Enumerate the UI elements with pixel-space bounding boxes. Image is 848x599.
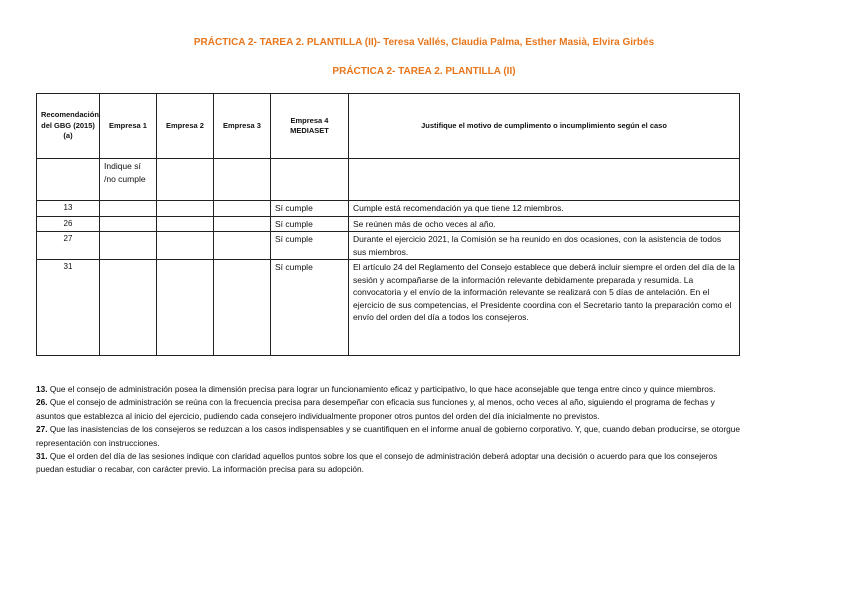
header-justify: Justifique el motivo de cumplimento o incumplimiento según el caso bbox=[349, 94, 740, 159]
row-justification: El artículo 24 del Reglamento del Consejo establece que deberá incluir siempre el orden del día de la sesión y acompañarse de la información relevante debidamente preparada y resumida. La convocatoria y el envío de la información relevante se realizará con 5 días de antelación. En el ejercicio de sus competencias, el Presidente coordina con el Secretario tanto la preparación como el envío del orden del día a todos los consejeros. bbox=[349, 260, 740, 356]
table-row bbox=[37, 216, 740, 232]
table-cell bbox=[157, 201, 214, 217]
instruction-row bbox=[37, 159, 740, 201]
row-number: 27 bbox=[37, 232, 100, 260]
row-number: 13 bbox=[37, 201, 100, 217]
row-status: Sí cumple bbox=[271, 201, 349, 217]
note-text: Que el consejo de administración posea la dimensión precisa para lograr un funcionamiento eficaz y participativo, lo que hace aconsejable que tenga entre cinco y quince miembros. bbox=[47, 384, 716, 394]
instruction-cell: Indique sí /no cumple bbox=[100, 159, 157, 201]
row-number: 26 bbox=[37, 216, 100, 232]
note-item bbox=[36, 396, 744, 423]
recommendations-table bbox=[36, 93, 740, 356]
note-item bbox=[36, 450, 744, 477]
recommendation-notes bbox=[36, 383, 744, 477]
table-cell bbox=[214, 232, 271, 260]
row-number: 31 bbox=[37, 260, 100, 356]
note-number: 31. bbox=[36, 451, 48, 462]
table-cell bbox=[157, 216, 214, 232]
table-cell bbox=[100, 260, 157, 356]
row-justification: Durante el ejercicio 2021, la Comisión se ha reunido en dos ocasiones, con la asistencia de todos sus miembros. bbox=[349, 232, 740, 260]
table-cell bbox=[214, 216, 271, 232]
table-cell bbox=[157, 260, 214, 356]
table-cell bbox=[100, 201, 157, 217]
table-title: PRÁCTICA 2- TAREA 2. PLANTILLA (II) bbox=[332, 66, 516, 77]
row-status: Sí cumple bbox=[271, 216, 349, 232]
header-empresa-4: Empresa 4 MEDIASET bbox=[271, 94, 349, 159]
table-row bbox=[37, 232, 740, 260]
table-cell bbox=[157, 232, 214, 260]
header-empresa-3: Empresa 3 bbox=[214, 94, 271, 159]
table-cell bbox=[100, 232, 157, 260]
table-cell bbox=[214, 201, 271, 217]
header-empresa-1: Empresa 1 bbox=[100, 94, 157, 159]
header-row bbox=[37, 94, 740, 159]
table-row bbox=[37, 260, 740, 356]
note-number: 26. bbox=[36, 397, 48, 408]
note-number: 27. bbox=[36, 424, 48, 435]
note-text: Que el orden del día de las sesiones indique con claridad aquellos puntos sobre los que el consejo de administración deberá adoptar una decisión o acuerdo para que los consejeros puedan estudiar o recabar, con carácter previo. La información precisa para su adopción. bbox=[36, 451, 718, 475]
row-status: Sí cumple bbox=[271, 232, 349, 260]
note-item bbox=[36, 383, 744, 396]
table-cell bbox=[214, 159, 271, 201]
table-cell bbox=[349, 159, 740, 201]
note-number: 13. bbox=[36, 384, 48, 394]
table-cell bbox=[100, 216, 157, 232]
table-cell bbox=[37, 159, 100, 201]
header-recommendation: Recomendación del GBG (2015) (a) bbox=[37, 94, 100, 159]
row-justification: Cumple está recomendación ya que tiene 12 miembros. bbox=[349, 201, 740, 217]
note-text: Que el consejo de administración se reúna con la frecuencia precisa para desempeñar con eficacia sus funciones y, al menos, ocho veces al año, siguiendo el programa de fechas y asuntos que establezca al inicio del ejercicio, pudiendo cada consejero individualmente proponer otros puntos del orden del día inicialmente no previstos. bbox=[36, 397, 715, 421]
row-status: Sí cumple bbox=[271, 260, 349, 356]
header-empresa-2: Empresa 2 bbox=[157, 94, 214, 159]
note-text: Que las inasistencias de los consejeros se reduzcan a los casos indispensables y se cuantifiquen en el informe anual de gobierno corporativo. Y, que, cuando deban producirse, se otorgue representación con instrucciones. bbox=[36, 424, 741, 448]
table-cell bbox=[271, 159, 349, 201]
table-cell bbox=[157, 159, 214, 201]
document-title: PRÁCTICA 2- TAREA 2. PLANTILLA (II)- Teresa Vallés, Claudia Palma, Esther Masià, Elvira Girbés bbox=[193, 37, 655, 48]
note-item bbox=[36, 423, 744, 450]
table-row bbox=[37, 201, 740, 217]
row-justification: Se reúnen más de ocho veces al año. bbox=[349, 216, 740, 232]
table-cell bbox=[214, 260, 271, 356]
